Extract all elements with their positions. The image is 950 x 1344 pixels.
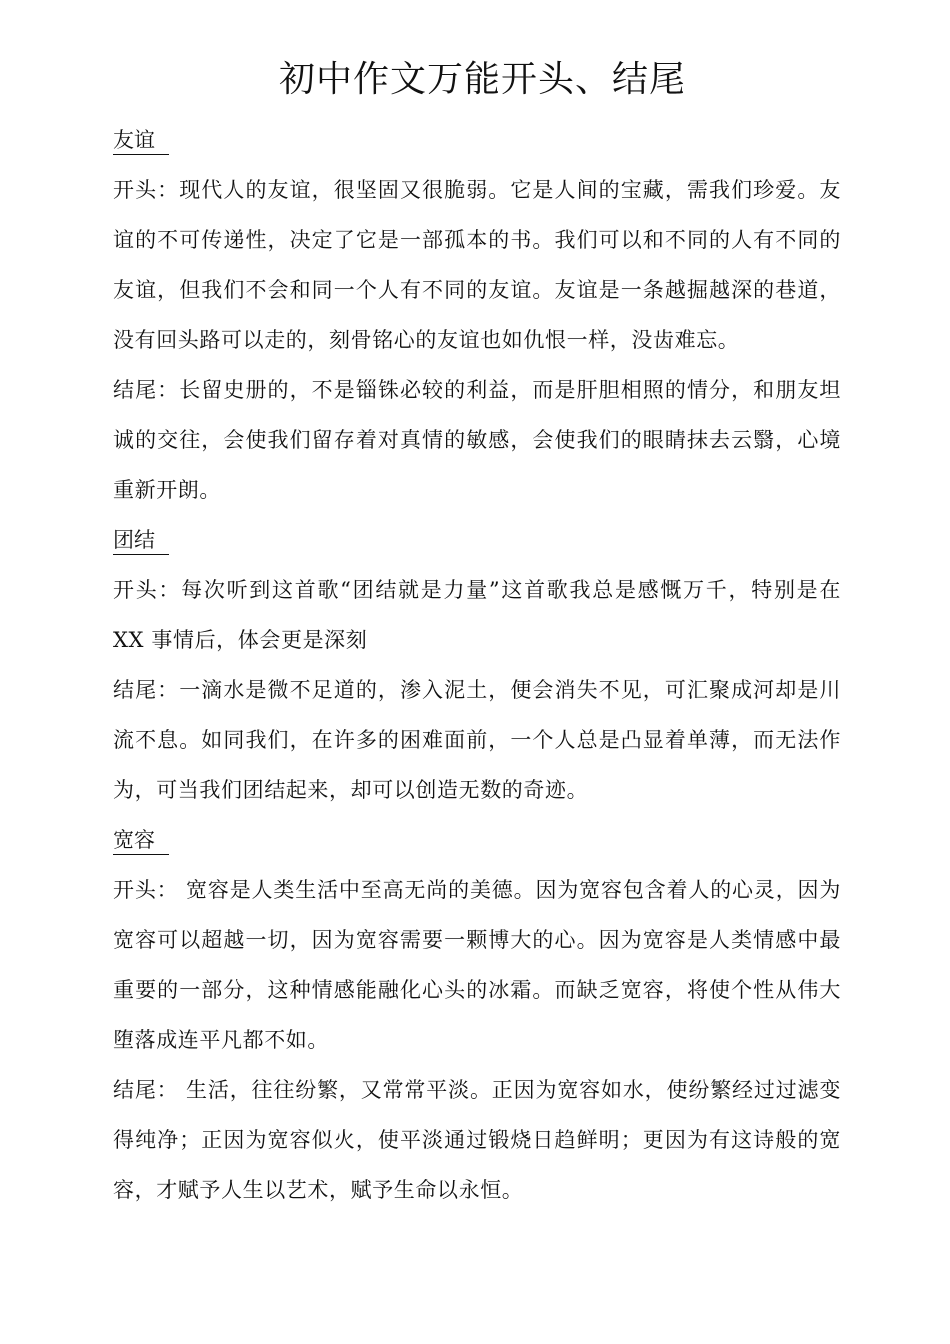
section-heading-text: 团结: [113, 528, 169, 555]
section-heading: [113, 815, 841, 865]
ending-paragraph: 结尾： 生活，往往纷繁，又常常平淡。正因为宽容如水，使纷繁经过过滤变得纯净；正因为宽容似火，使平淡通过锻烧日趋鲜明；更因为有这诗般的宽容，才赋予人生以艺术，赋予生命以永恒。: [113, 1078, 841, 1202]
section-heading: [113, 115, 841, 165]
opening-paragraph: 开头：每次听到这首歌“团结就是力量”这首歌我总是感慨万千，特别是在 XX 事情后，体会更是深刻: [113, 578, 841, 652]
section-heading-text: 友谊: [113, 128, 169, 155]
ending-paragraph: 结尾：长留史册的，不是锱铢必较的利益，而是肝胆相照的情分，和朋友坦诚的交往，会使我们留存着对真情的敏感，会使我们的眼睛抹去云翳，心境重新开朗。: [113, 378, 841, 502]
document-body: [113, 115, 841, 1215]
section-heading-text: 宽容: [113, 828, 169, 855]
ending-paragraph: 结尾：一滴水是微不足道的，渗入泥土，便会消失不见，可汇聚成河却是川流不息。如同我们，在许多的困难面前，一个人总是凸显着单薄，而无法作为，可当我们团结起来，却可以创造无数的奇迹。: [113, 678, 841, 802]
document-title: 初中作文万能开头、结尾: [278, 59, 686, 100]
section-heading: [113, 515, 841, 565]
section-tolerance: [113, 815, 841, 1215]
opening-paragraph: 开头： 宽容是人类生活中至高无尚的美德。因为宽容包含着人的心灵，因为宽容可以超越一切，因为宽容需要一颗博大的心。因为宽容是人类情感中最重要的一部分，这种情感能融化心头的冰霜。而缺乏宽容，将使个性从伟大堕落成连平凡都不如。: [113, 878, 841, 1052]
section-unity: [113, 515, 841, 815]
opening-paragraph: 开头：现代人的友谊，很坚固又很脆弱。它是人间的宝藏，需我们珍爱。友谊的不可传递性，决定了它是一部孤本的书。我们可以和不同的人有不同的友谊，但我们不会和同一个人有不同的友谊。友谊是一条越掘越深的巷道，没有回头路可以走的，刻骨铭心的友谊也如仇恨一样，没齿难忘。: [113, 178, 841, 352]
section-friendship: [113, 115, 841, 515]
